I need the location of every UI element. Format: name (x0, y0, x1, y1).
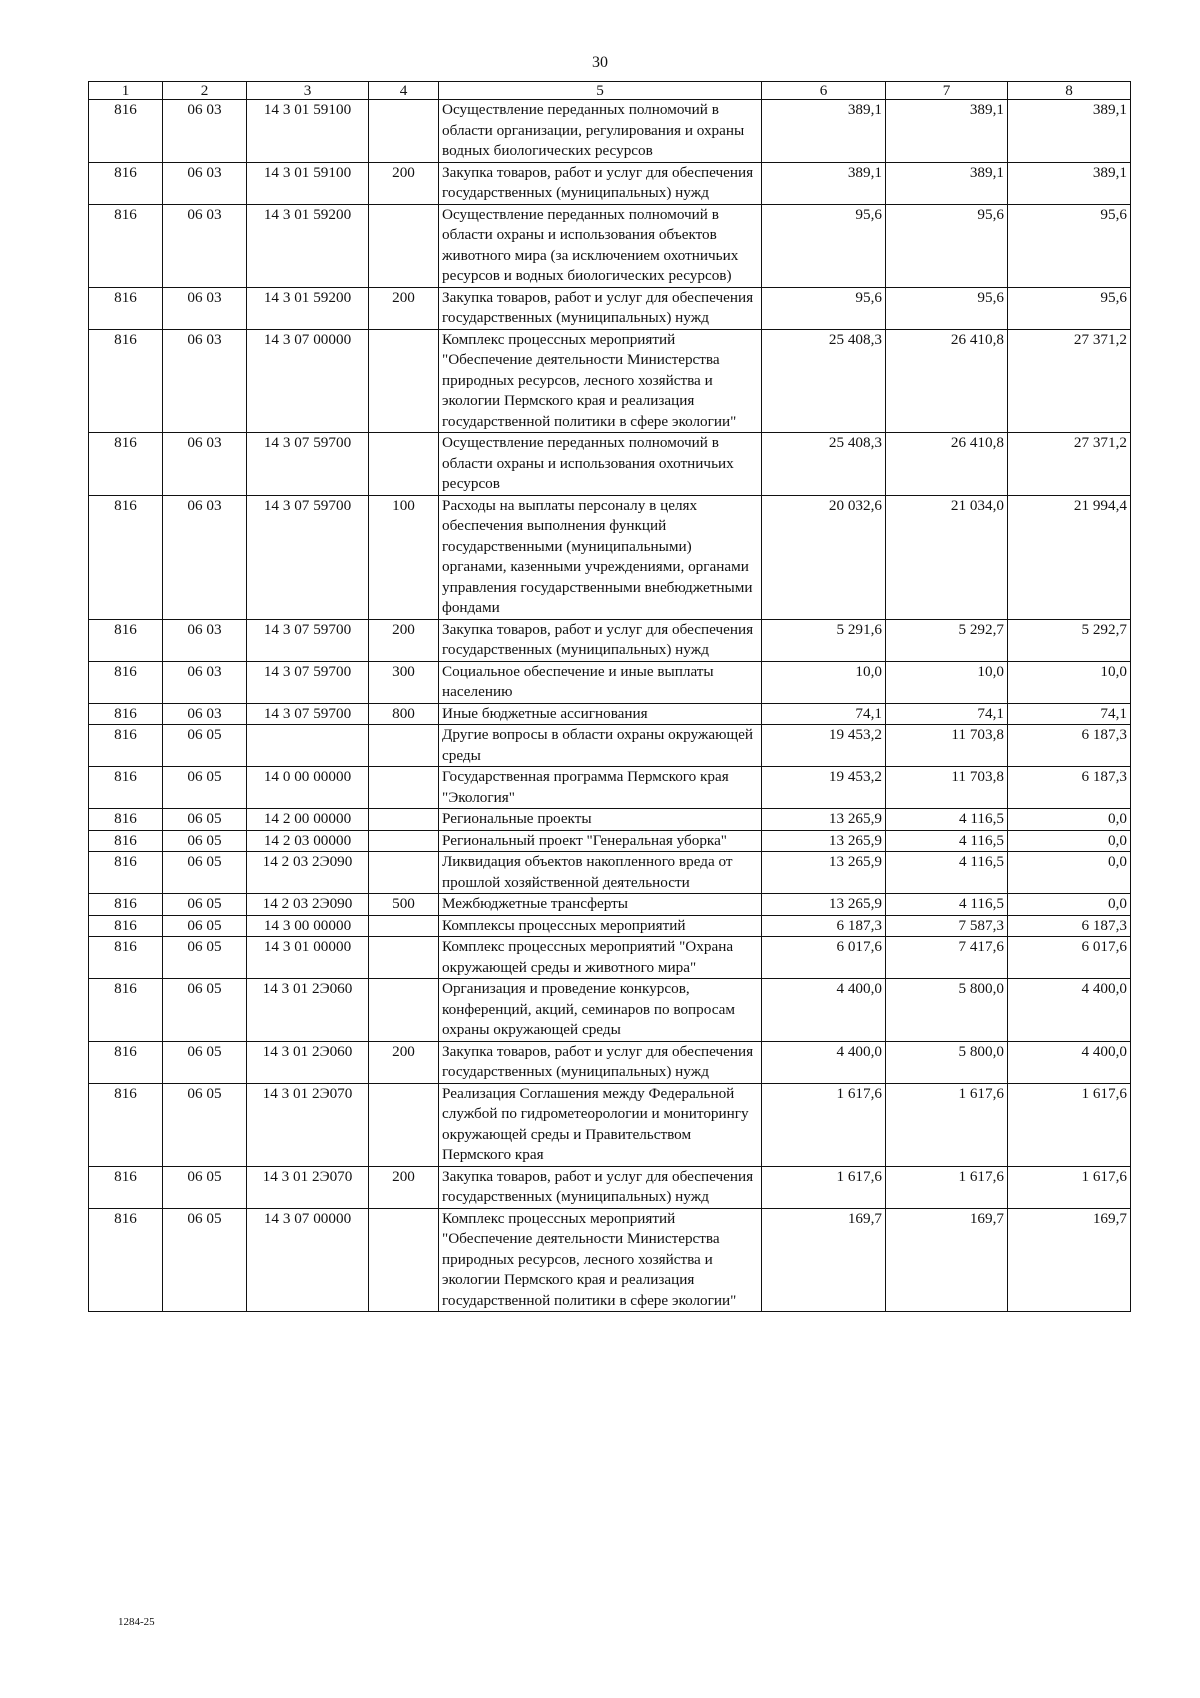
cell-target-article: 14 2 03 2Э090 (247, 894, 369, 916)
table-row (89, 1041, 1131, 1083)
cell-section-code: 06 03 (163, 100, 247, 163)
cell-amount-year2: 1 617,6 (886, 1166, 1008, 1208)
table-row (89, 809, 1131, 831)
table-row (89, 619, 1131, 661)
cell-target-article: 14 3 07 00000 (247, 1208, 369, 1312)
cell-amount-year2: 21 034,0 (886, 495, 1008, 619)
cell-section-code: 06 05 (163, 809, 247, 831)
cell-amount-year1: 19 453,2 (762, 767, 886, 809)
cell-ministry-code: 816 (89, 894, 163, 916)
cell-target-article: 14 3 07 59700 (247, 433, 369, 496)
cell-amount-year3: 1 617,6 (1008, 1166, 1131, 1208)
cell-expense-type: 500 (369, 894, 439, 916)
cell-expense-type (369, 809, 439, 831)
cell-expense-type (369, 204, 439, 287)
cell-ministry-code: 816 (89, 979, 163, 1042)
cell-ministry-code: 816 (89, 619, 163, 661)
cell-ministry-code: 816 (89, 725, 163, 767)
table-row (89, 433, 1131, 496)
cell-amount-year3: 0,0 (1008, 852, 1131, 894)
cell-expense-type (369, 767, 439, 809)
cell-amount-year1: 19 453,2 (762, 725, 886, 767)
cell-section-code: 06 03 (163, 162, 247, 204)
page-number: 30 (592, 54, 608, 71)
cell-section-code: 06 05 (163, 915, 247, 937)
cell-ministry-code: 816 (89, 1166, 163, 1208)
cell-amount-year1: 25 408,3 (762, 433, 886, 496)
cell-amount-year3: 27 371,2 (1008, 329, 1131, 433)
cell-section-code: 06 05 (163, 830, 247, 852)
cell-expense-type: 200 (369, 287, 439, 329)
cell-section-code: 06 03 (163, 619, 247, 661)
table-row (89, 495, 1131, 619)
cell-description: Закупка товаров, работ и услуг для обеспечения государственных (муниципальных) нужд (439, 619, 762, 661)
cell-amount-year3: 389,1 (1008, 100, 1131, 163)
cell-ministry-code: 816 (89, 703, 163, 725)
cell-description: Социальное обеспечение и иные выплаты населению (439, 661, 762, 703)
cell-description: Региональные проекты (439, 809, 762, 831)
cell-amount-year3: 95,6 (1008, 204, 1131, 287)
cell-expense-type (369, 100, 439, 163)
table-row (89, 937, 1131, 979)
table-row (89, 287, 1131, 329)
cell-section-code: 06 03 (163, 661, 247, 703)
cell-description: Закупка товаров, работ и услуг для обеспечения государственных (муниципальных) нужд (439, 1041, 762, 1083)
header-col-6: 6 (762, 82, 886, 100)
cell-expense-type (369, 433, 439, 496)
cell-target-article: 14 3 07 59700 (247, 661, 369, 703)
cell-ministry-code: 816 (89, 1041, 163, 1083)
cell-amount-year2: 1 617,6 (886, 1083, 1008, 1166)
cell-amount-year3: 95,6 (1008, 287, 1131, 329)
cell-amount-year1: 1 617,6 (762, 1166, 886, 1208)
cell-ministry-code: 816 (89, 830, 163, 852)
table-row (89, 767, 1131, 809)
cell-amount-year2: 11 703,8 (886, 725, 1008, 767)
cell-amount-year1: 389,1 (762, 162, 886, 204)
table-row (89, 979, 1131, 1042)
table-row (89, 162, 1131, 204)
table-row (89, 1166, 1131, 1208)
cell-target-article: 14 2 03 2Э090 (247, 852, 369, 894)
cell-amount-year2: 4 116,5 (886, 894, 1008, 916)
cell-description: Осуществление переданных полномочий в области организации, регулирования и охраны водных биологических ресурсов (439, 100, 762, 163)
header-col-5: 5 (439, 82, 762, 100)
cell-ministry-code: 816 (89, 495, 163, 619)
cell-target-article: 14 3 07 59700 (247, 619, 369, 661)
cell-description: Иные бюджетные ассигнования (439, 703, 762, 725)
cell-amount-year2: 26 410,8 (886, 433, 1008, 496)
cell-section-code: 06 05 (163, 1041, 247, 1083)
cell-expense-type (369, 830, 439, 852)
document-code: 1284-25 (118, 1616, 155, 1628)
cell-ministry-code: 816 (89, 915, 163, 937)
cell-amount-year1: 1 617,6 (762, 1083, 886, 1166)
header-col-4: 4 (369, 82, 439, 100)
cell-amount-year3: 21 994,4 (1008, 495, 1131, 619)
cell-amount-year1: 95,6 (762, 287, 886, 329)
cell-amount-year3: 5 292,7 (1008, 619, 1131, 661)
cell-description: Расходы на выплаты персоналу в целях обеспечения выполнения функций государственными (муниципальными) органами, казенными учреждениями, органами управления государственными внебюджетными фондами (439, 495, 762, 619)
header-col-2: 2 (163, 82, 247, 100)
budget-table (88, 81, 1131, 1312)
cell-amount-year3: 74,1 (1008, 703, 1131, 725)
cell-amount-year2: 95,6 (886, 204, 1008, 287)
header-col-3: 3 (247, 82, 369, 100)
cell-amount-year2: 5 800,0 (886, 1041, 1008, 1083)
table-row (89, 703, 1131, 725)
cell-amount-year3: 169,7 (1008, 1208, 1131, 1312)
cell-expense-type (369, 1208, 439, 1312)
cell-amount-year1: 13 265,9 (762, 894, 886, 916)
cell-amount-year3: 4 400,0 (1008, 1041, 1131, 1083)
header-col-7: 7 (886, 82, 1008, 100)
cell-expense-type: 100 (369, 495, 439, 619)
cell-amount-year2: 11 703,8 (886, 767, 1008, 809)
cell-ministry-code: 816 (89, 1083, 163, 1166)
cell-expense-type (369, 725, 439, 767)
cell-expense-type (369, 937, 439, 979)
cell-amount-year3: 6 187,3 (1008, 725, 1131, 767)
table-row (89, 725, 1131, 767)
cell-target-article (247, 725, 369, 767)
cell-target-article: 14 3 01 00000 (247, 937, 369, 979)
cell-amount-year1: 95,6 (762, 204, 886, 287)
cell-section-code: 06 03 (163, 204, 247, 287)
cell-section-code: 06 05 (163, 1208, 247, 1312)
cell-ministry-code: 816 (89, 767, 163, 809)
cell-amount-year1: 74,1 (762, 703, 886, 725)
cell-description: Региональный проект "Генеральная уборка" (439, 830, 762, 852)
cell-section-code: 06 05 (163, 1166, 247, 1208)
cell-amount-year3: 389,1 (1008, 162, 1131, 204)
cell-amount-year1: 389,1 (762, 100, 886, 163)
cell-target-article: 14 3 01 59100 (247, 100, 369, 163)
cell-amount-year1: 20 032,6 (762, 495, 886, 619)
cell-ministry-code: 816 (89, 661, 163, 703)
table-row (89, 204, 1131, 287)
cell-amount-year3: 1 617,6 (1008, 1083, 1131, 1166)
cell-amount-year1: 5 291,6 (762, 619, 886, 661)
cell-description: Комплекс процессных мероприятий "Обеспечение деятельности Министерства природных ресурсов, лесного хозяйства и экологии Пермского края и реализация государственной политики в сфере экологии" (439, 329, 762, 433)
cell-amount-year3: 6 017,6 (1008, 937, 1131, 979)
cell-ministry-code: 816 (89, 162, 163, 204)
table-row (89, 852, 1131, 894)
cell-ministry-code: 816 (89, 287, 163, 329)
cell-amount-year2: 5 292,7 (886, 619, 1008, 661)
cell-description: Осуществление переданных полномочий в области охраны и использования объектов животного мира (за исключением охотничьих ресурсов и водных биологических ресурсов) (439, 204, 762, 287)
cell-amount-year3: 6 187,3 (1008, 915, 1131, 937)
cell-expense-type: 300 (369, 661, 439, 703)
cell-amount-year1: 13 265,9 (762, 830, 886, 852)
table-row (89, 830, 1131, 852)
table-row (89, 894, 1131, 916)
cell-amount-year2: 10,0 (886, 661, 1008, 703)
table-row (89, 915, 1131, 937)
cell-amount-year2: 389,1 (886, 100, 1008, 163)
cell-section-code: 06 05 (163, 1083, 247, 1166)
cell-amount-year3: 10,0 (1008, 661, 1131, 703)
cell-amount-year3: 0,0 (1008, 809, 1131, 831)
cell-ministry-code: 816 (89, 852, 163, 894)
cell-amount-year1: 6 017,6 (762, 937, 886, 979)
table-header-row (89, 82, 1131, 100)
cell-description: Другие вопросы в области охраны окружающей среды (439, 725, 762, 767)
cell-ministry-code: 816 (89, 204, 163, 287)
cell-amount-year2: 95,6 (886, 287, 1008, 329)
cell-ministry-code: 816 (89, 809, 163, 831)
cell-expense-type (369, 915, 439, 937)
cell-section-code: 06 05 (163, 852, 247, 894)
cell-amount-year1: 4 400,0 (762, 1041, 886, 1083)
cell-amount-year1: 13 265,9 (762, 809, 886, 831)
cell-section-code: 06 03 (163, 703, 247, 725)
cell-amount-year2: 169,7 (886, 1208, 1008, 1312)
cell-target-article: 14 3 01 2Э070 (247, 1166, 369, 1208)
table-row (89, 661, 1131, 703)
cell-expense-type: 200 (369, 1041, 439, 1083)
cell-amount-year1: 6 187,3 (762, 915, 886, 937)
cell-amount-year3: 27 371,2 (1008, 433, 1131, 496)
cell-target-article: 14 0 00 00000 (247, 767, 369, 809)
cell-amount-year2: 4 116,5 (886, 809, 1008, 831)
cell-target-article: 14 3 07 59700 (247, 495, 369, 619)
cell-description: Закупка товаров, работ и услуг для обеспечения государственных (муниципальных) нужд (439, 162, 762, 204)
cell-amount-year3: 4 400,0 (1008, 979, 1131, 1042)
cell-expense-type (369, 852, 439, 894)
cell-description: Закупка товаров, работ и услуг для обеспечения государственных (муниципальных) нужд (439, 1166, 762, 1208)
cell-amount-year1: 25 408,3 (762, 329, 886, 433)
cell-target-article: 14 3 07 00000 (247, 329, 369, 433)
cell-amount-year2: 389,1 (886, 162, 1008, 204)
cell-expense-type: 800 (369, 703, 439, 725)
cell-target-article: 14 2 00 00000 (247, 809, 369, 831)
cell-description: Организация и проведение конкурсов, конференций, акций, семинаров по вопросам охраны окружающей среды (439, 979, 762, 1042)
cell-amount-year2: 7 417,6 (886, 937, 1008, 979)
cell-expense-type: 200 (369, 1166, 439, 1208)
table-row (89, 1208, 1131, 1312)
cell-expense-type: 200 (369, 162, 439, 204)
cell-description: Осуществление переданных полномочий в области охраны и использования охотничьих ресурсов (439, 433, 762, 496)
cell-amount-year2: 4 116,5 (886, 852, 1008, 894)
cell-target-article: 14 3 01 59100 (247, 162, 369, 204)
cell-target-article: 14 3 07 59700 (247, 703, 369, 725)
cell-expense-type: 200 (369, 619, 439, 661)
cell-target-article: 14 3 01 2Э070 (247, 1083, 369, 1166)
cell-target-article: 14 3 01 59200 (247, 287, 369, 329)
cell-section-code: 06 03 (163, 287, 247, 329)
cell-target-article: 14 3 00 00000 (247, 915, 369, 937)
cell-section-code: 06 05 (163, 894, 247, 916)
cell-ministry-code: 816 (89, 937, 163, 979)
cell-amount-year2: 7 587,3 (886, 915, 1008, 937)
cell-description: Комплекс процессных мероприятий "Обеспечение деятельности Министерства природных ресурсов, лесного хозяйства и экологии Пермского края и реализация государственной политики в сфере экологии" (439, 1208, 762, 1312)
cell-amount-year3: 0,0 (1008, 894, 1131, 916)
cell-amount-year3: 0,0 (1008, 830, 1131, 852)
cell-section-code: 06 03 (163, 433, 247, 496)
cell-section-code: 06 05 (163, 979, 247, 1042)
cell-target-article: 14 2 03 00000 (247, 830, 369, 852)
header-col-1: 1 (89, 82, 163, 100)
table-body (89, 100, 1131, 1312)
cell-description: Закупка товаров, работ и услуг для обеспечения государственных (муниципальных) нужд (439, 287, 762, 329)
cell-amount-year1: 169,7 (762, 1208, 886, 1312)
cell-target-article: 14 3 01 2Э060 (247, 979, 369, 1042)
cell-section-code: 06 05 (163, 767, 247, 809)
cell-amount-year1: 13 265,9 (762, 852, 886, 894)
cell-amount-year2: 4 116,5 (886, 830, 1008, 852)
cell-description: Ликвидация объектов накопленного вреда от прошлой хозяйственной деятельности (439, 852, 762, 894)
cell-target-article: 14 3 01 59200 (247, 204, 369, 287)
cell-description: Государственная программа Пермского края "Экология" (439, 767, 762, 809)
cell-description: Комплекс процессных мероприятий "Охрана окружающей среды и животного мира" (439, 937, 762, 979)
cell-description: Комплексы процессных мероприятий (439, 915, 762, 937)
cell-ministry-code: 816 (89, 433, 163, 496)
cell-expense-type (369, 979, 439, 1042)
cell-description: Реализация Соглашения между Федеральной службой по гидрометеорологии и мониторингу окружающей среды и Правительством Пермского края (439, 1083, 762, 1166)
table-row (89, 100, 1131, 163)
cell-ministry-code: 816 (89, 100, 163, 163)
cell-amount-year2: 5 800,0 (886, 979, 1008, 1042)
cell-ministry-code: 816 (89, 329, 163, 433)
cell-expense-type (369, 329, 439, 433)
cell-ministry-code: 816 (89, 1208, 163, 1312)
cell-section-code: 06 03 (163, 329, 247, 433)
header-col-8: 8 (1008, 82, 1131, 100)
cell-amount-year2: 26 410,8 (886, 329, 1008, 433)
cell-section-code: 06 03 (163, 495, 247, 619)
cell-amount-year2: 74,1 (886, 703, 1008, 725)
cell-section-code: 06 05 (163, 725, 247, 767)
table-row (89, 1083, 1131, 1166)
table-row (89, 329, 1131, 433)
cell-section-code: 06 05 (163, 937, 247, 979)
cell-amount-year1: 10,0 (762, 661, 886, 703)
cell-target-article: 14 3 01 2Э060 (247, 1041, 369, 1083)
cell-description: Межбюджетные трансферты (439, 894, 762, 916)
cell-amount-year3: 6 187,3 (1008, 767, 1131, 809)
cell-expense-type (369, 1083, 439, 1166)
cell-amount-year1: 4 400,0 (762, 979, 886, 1042)
